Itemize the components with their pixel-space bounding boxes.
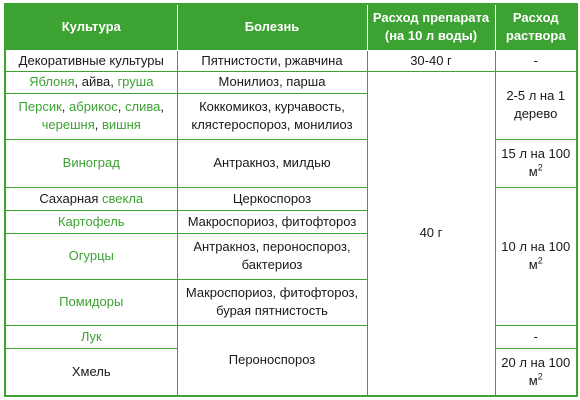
culture-name-segment: Лук (80, 328, 102, 344)
culture-name-segment: свекла (102, 190, 144, 206)
volume-cell: - (495, 325, 577, 348)
disease-cell: Коккомикоз, курчавость, клястероспороз, монилиоз (177, 93, 367, 139)
disease-cell: Пероноспороз (177, 325, 367, 396)
culture-name-segment: Декоративные культуры (18, 52, 164, 68)
culture-cell (5, 279, 177, 325)
culture-cell (5, 71, 177, 93)
culture-cell (5, 325, 177, 348)
culture-name-segment: , (160, 99, 164, 114)
culture-name-segment: , айва, (74, 74, 118, 89)
culture-cell (5, 139, 177, 187)
culture-name-segment: Хмель (71, 363, 111, 379)
culture-name-segment: черешня (41, 117, 95, 132)
volume-cell: 10 л на 100 $м^2$ (495, 187, 577, 325)
header-dose: Расход препарата (на 10 л воды) (367, 4, 495, 50)
culture-cell (5, 210, 177, 233)
table-row (5, 50, 577, 71)
dose-cell: 30-40 г (367, 50, 495, 71)
culture-name-segment: , (94, 117, 103, 132)
culture-name-segment: вишня (102, 117, 141, 132)
culture-cell (5, 187, 177, 210)
culture-name-segment: Яблоня (29, 74, 75, 89)
culture-name-segment: слива (125, 99, 161, 114)
header-volume: Расход раствора (495, 4, 577, 50)
culture-name-segment: Виноград (62, 155, 120, 170)
table-row (5, 71, 577, 93)
culture-cell (5, 233, 177, 279)
culture-name-segment: Персик (18, 99, 62, 114)
culture-name-segment: абрикос (69, 99, 118, 114)
volume-cell: 2-5 л на 1 дерево (495, 71, 577, 139)
culture-name-segment: Сахарная (39, 190, 102, 206)
disease-cell: Пятнистости, ржавчина (177, 50, 367, 71)
culture-name-segment: Картофель (57, 213, 125, 229)
culture-name-segment: Помидоры (59, 294, 124, 309)
disease-cell: Макроспориоз, фитофтороз, бурая пятнистость (177, 279, 367, 325)
disease-cell: Антракноз, милдью (177, 139, 367, 187)
culture-cell (5, 348, 177, 396)
disease-cell: Антракноз, пероноспороз, бактериоз (177, 233, 367, 279)
volume-cell: 15 л на 100 $м^2$ (495, 139, 577, 187)
culture-cell (5, 93, 177, 139)
header-row (5, 4, 577, 50)
volume-cell: 20 л на 100 $м^2$ (495, 348, 577, 396)
header-culture: Культура (5, 4, 177, 50)
header-disease: Болезнь (177, 4, 367, 50)
culture-name-segment: , (117, 99, 125, 114)
culture-name-segment: груша (117, 74, 154, 89)
disease-cell: Макроспориоз, фитофтороз (177, 210, 367, 233)
culture-name-segment: Огурцы (68, 248, 114, 263)
culture-cell (5, 50, 177, 71)
culture-name-segment: , (61, 99, 70, 114)
fungicide-usage-table (4, 3, 578, 397)
disease-cell: Монилиоз, парша (177, 71, 367, 93)
disease-cell: Церкоспороз (177, 187, 367, 210)
dose-cell: 40 г (367, 71, 495, 396)
volume-cell: - (495, 50, 577, 71)
